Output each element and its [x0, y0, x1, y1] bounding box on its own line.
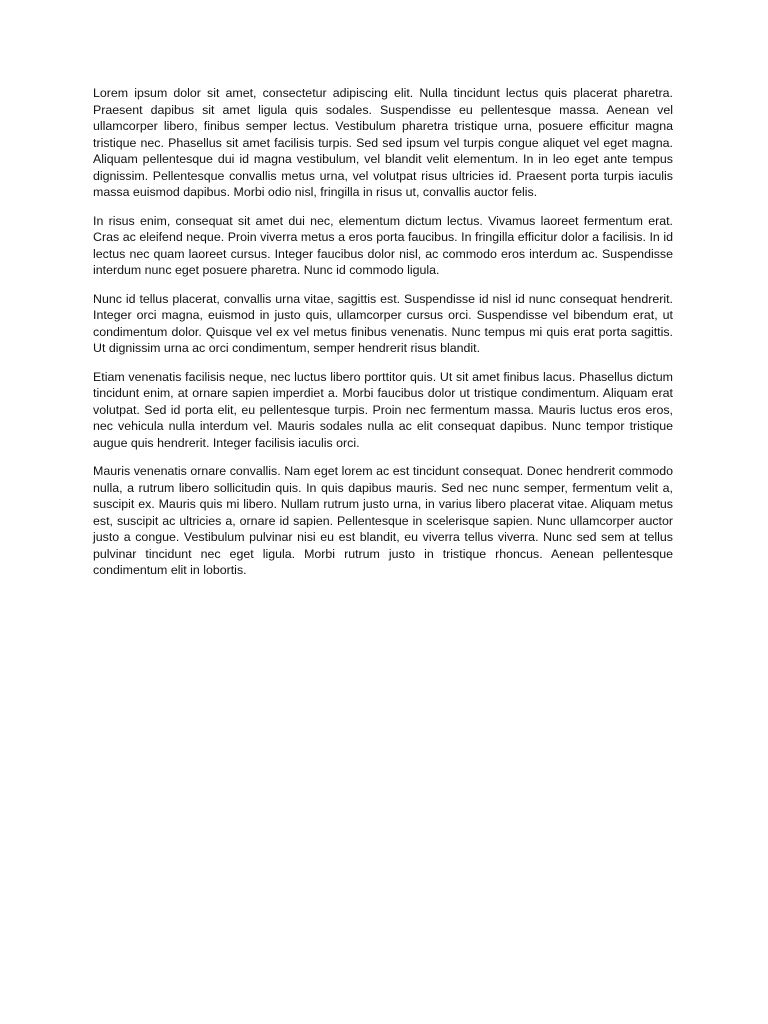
document-body [93, 85, 673, 591]
paragraph-4: Etiam venenatis facilisis neque, nec luctus libero porttitor quis. Ut sit amet finibus lacus. Phasellus dictum tincidunt enim, at ornare sapien imperdiet a. Morbi faucibus dolor ut tristique condimentum. Aliquam erat volutpat. Sed id porta elit, eu pellentesque turpis. Proin nec fermentum massa. Mauris luctus eros eros, nec vehicula nulla interdum vel. Mauris sodales nulla ac elit consequat dapibus. Nunc tempor tristique augue quis hendrerit. Integer facilisis iaculis orci. [93, 369, 673, 450]
paragraph-1: Lorem ipsum dolor sit amet, consectetur adipiscing elit. Nulla tincidunt lectus quis placerat pharetra. Praesent dapibus sit amet ligula quis sodales. Suspendisse eu pellentesque massa. Aenean vel ullamcorper libero, finibus semper lectus. Vestibulum pharetra tristique urna, posuere efficitur magna tristique nec. Phasellus sit amet facilisis turpis. Sed sed ipsum vel turpis congue aliquet vel eget magna. Aliquam pellentesque dui id magna vestibulum, vel blandit velit elementum. In in leo eget ante tempus dignissim. Pellentesque convallis metus urna, vel volutpat risus ultricies id. Praesent porta turpis iaculis massa euismod dapibus. Morbi odio nisl, fringilla in risus ut, convallis auctor felis. [93, 86, 673, 199]
paragraph-5: Mauris venenatis ornare convallis. Nam eget lorem ac est tincidunt consequat. Donec hendrerit commodo nulla, a rutrum libero sollicitudin quis. In quis dapibus mauris. Sed nec nunc semper, fermentum velit a, suscipit ex. Mauris quis mi libero. Nullam rutrum justo urna, in varius libero placerat vitae. Aliquam metus est, suscipit ac ultricies a, ornare id sapien. Pellentesque in scelerisque sapien. Nunc ullamcorper auctor justo a congue. Vestibulum pulvinar nisi eu est blandit, eu viverra tellus viverra. Nunc sed sem at tellus pulvinar tincidunt nec eget ligula. Morbi rutrum justo in tristique rhoncus. Aenean pellentesque condimentum elit in lobortis. [93, 464, 673, 577]
paragraph-2: In risus enim, consequat sit amet dui nec, elementum dictum lectus. Vivamus laoreet fermentum erat. Cras ac eleifend neque. Proin viverra metus a eros porta faucibus. In fringilla efficitur dolor a facilisis. In id lectus nec quam laoreet cursus. Integer faucibus dolor nisl, ac commodo eros interdum ac. Suspendisse interdum nunc eget posuere pharetra. Nunc id commodo ligula. [93, 213, 673, 277]
paragraph-3: Nunc id tellus placerat, convallis urna vitae, sagittis est. Suspendisse id nisl id nunc consequat hendrerit. Integer orci magna, euismod in justo quis, ullamcorper cursus orci. Suspendisse vel bibendum erat, ut condimentum dolor. Quisque vel ex vel metus finibus venenatis. Nunc tempus mi quis erat porta sagittis. Ut dignissim urna ac orci condimentum, semper hendrerit risus blandit. [93, 291, 673, 355]
